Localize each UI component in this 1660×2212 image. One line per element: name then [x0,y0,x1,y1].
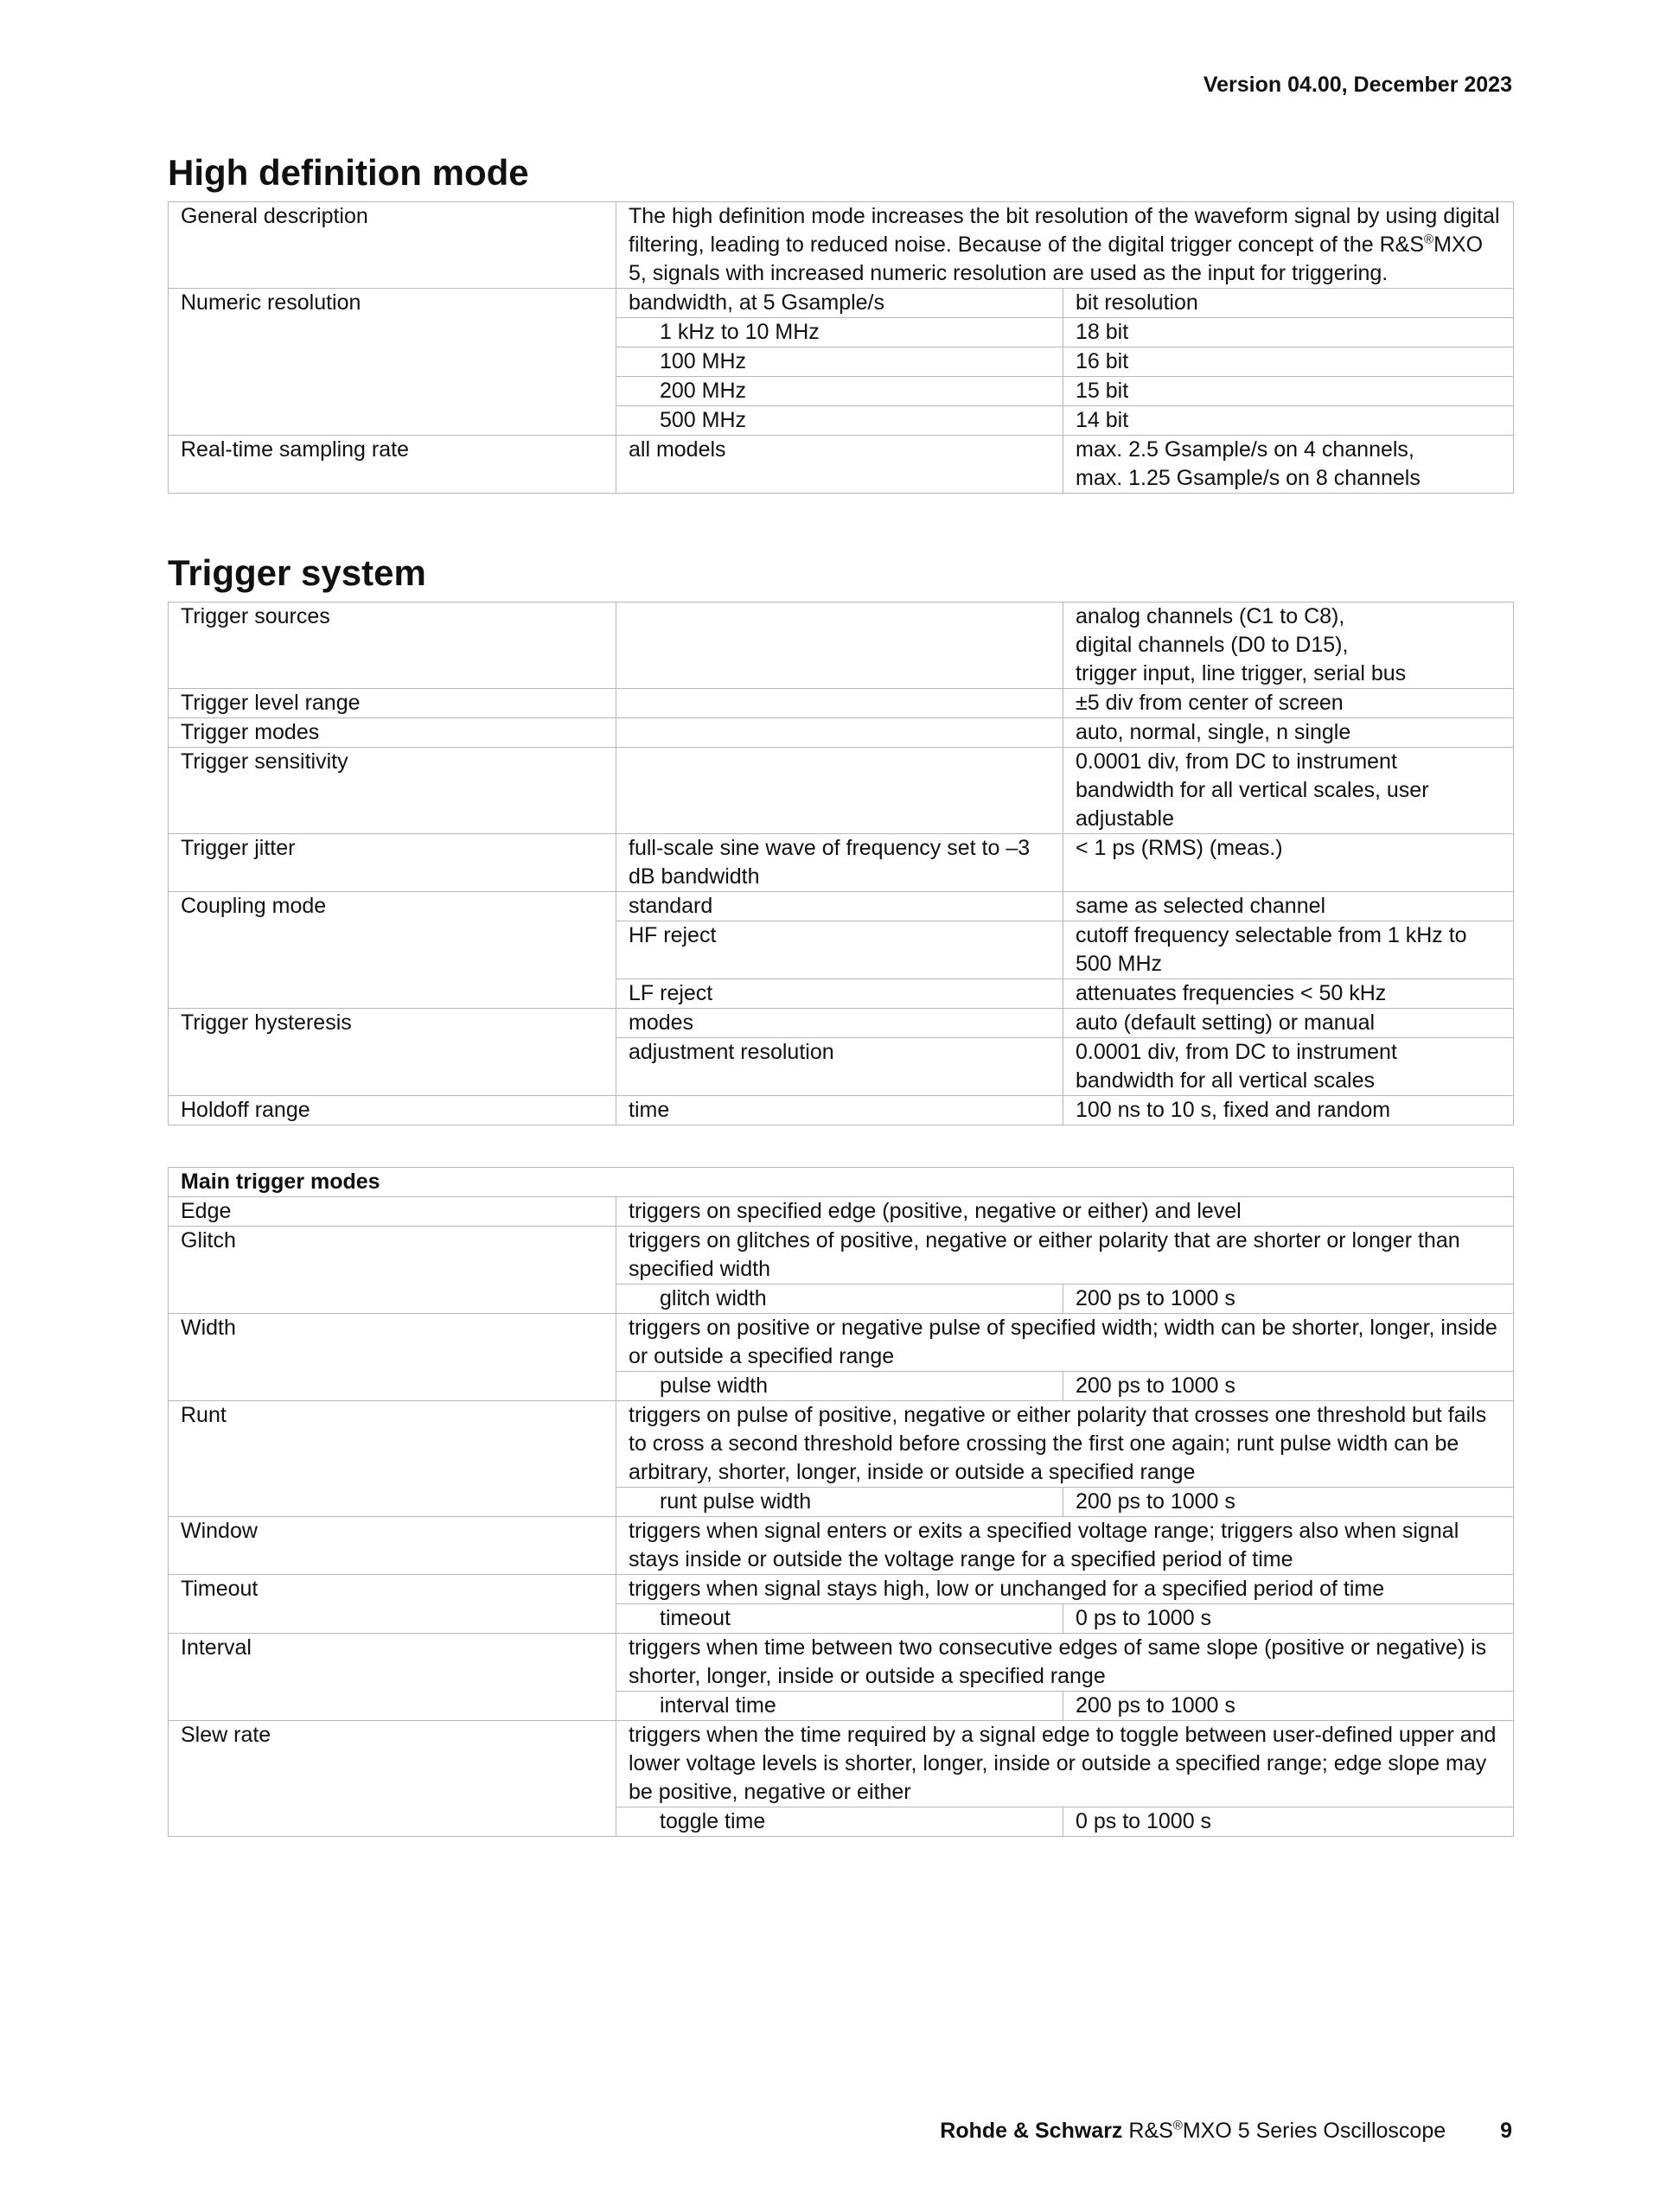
table-heading: Main trigger modes [169,1168,1514,1197]
description-cell: triggers on pulse of positive, negative or either polarity that crosses one threshold but fails to cross a second threshold before crossing the first one again; runt pulse width can be arbitrary, shorter, longer, inside or outside a specified range [616,1401,1514,1488]
condition-cell: timeout [616,1604,1063,1634]
value-cell: 14 bit [1063,406,1514,436]
condition-cell: standard [616,892,1063,921]
table-row [169,202,1514,289]
table-row [169,1227,1514,1284]
value-cell: auto, normal, single, n single [1063,718,1514,748]
condition-cell: runt pulse width [616,1488,1063,1517]
condition-cell: LF reject [616,979,1063,1009]
condition-cell: toggle time [616,1807,1063,1837]
condition-cell: interval time [616,1692,1063,1721]
row-label: Runt [169,1401,616,1517]
page-footer [940,2119,1512,2144]
high-definition-table [168,201,1514,494]
condition-cell: bandwidth, at 5 Gsample/s [616,289,1063,318]
page-number: 9 [1500,2119,1512,2143]
condition-cell: 100 MHz [616,347,1063,377]
table-row [169,1009,1514,1038]
value-cell: < 1 ps (RMS) (meas.) [1063,834,1514,892]
value-cell: 200 ps to 1000 s [1063,1284,1514,1314]
value-cell: 16 bit [1063,347,1514,377]
table-row [169,1517,1514,1575]
row-label: Interval [169,1634,616,1721]
condition-cell: full-scale sine wave of frequency set to –3 dB bandwidth [616,834,1063,892]
section-title-trigger-system: Trigger system [168,552,426,593]
table-row [169,436,1514,494]
condition-cell: 500 MHz [616,406,1063,436]
table-row [169,834,1514,892]
description-cell: triggers when signal enters or exits a specified voltage range; triggers also when signal stays inside or outside the voltage range for a specified period of time [616,1517,1514,1575]
footer-brand: Rohde & Schwarz [940,2119,1123,2143]
table-row [169,1401,1514,1488]
condition-cell [616,748,1063,834]
table-row [169,748,1514,834]
value-cell: same as selected channel [1063,892,1514,921]
trigger-system-table [168,602,1514,1125]
table-row [169,1096,1514,1125]
table-row [169,718,1514,748]
value-cell: 18 bit [1063,318,1514,347]
condition-cell: time [616,1096,1063,1125]
main-trigger-modes-table [168,1167,1514,1837]
table-row [169,1634,1514,1692]
value-cell: 0.0001 div, from DC to instrument bandwidth for all vertical scales [1063,1038,1514,1096]
table-row [169,1721,1514,1807]
condition-cell [616,689,1063,718]
description-cell: triggers on glitches of positive, negative or either polarity that are shorter or longer than specified width [616,1227,1514,1284]
row-label: Trigger jitter [169,834,616,892]
value-cell: 15 bit [1063,377,1514,406]
condition-cell: pulse width [616,1372,1063,1401]
table-row [169,1314,1514,1372]
condition-cell: adjustment resolution [616,1038,1063,1096]
value-cell: 100 ns to 10 s, fixed and random [1063,1096,1514,1125]
row-label: Trigger hysteresis [169,1009,616,1096]
description-cell: triggers when the time required by a signal edge to toggle between user-defined upper and lower voltage levels is shorter, longer, inside or outside a specified range; edge slope may be positive, negative or either [616,1721,1514,1807]
description-cell: triggers when signal stays high, low or unchanged for a specified period of time [616,1575,1514,1604]
condition-cell: glitch width [616,1284,1063,1314]
row-label: Numeric resolution [169,289,616,436]
value-cell: max. 2.5 Gsample/s on 4 channels, max. 1.25 Gsample/s on 8 channels [1063,436,1514,494]
condition-cell [616,718,1063,748]
general-description-text: The high definition mode increases the bit resolution of the waveform signal by using digital filtering, leading to reduced noise. Because of the digital trigger concept of the R&S®MXO 5, signals with increased numeric resolution are used as the input for triggering. [616,202,1514,289]
table-row [169,892,1514,921]
row-label: Holdoff range [169,1096,616,1125]
value-cell: 0 ps to 1000 s [1063,1604,1514,1634]
condition-cell: modes [616,1009,1063,1038]
row-label: Real-time sampling rate [169,436,616,494]
row-label: Glitch [169,1227,616,1314]
table-row [169,689,1514,718]
row-label: Width [169,1314,616,1401]
value-cell: analog channels (C1 to C8), digital channels (D0 to D15), trigger input, line trigger, serial bus [1063,602,1514,689]
value-cell: auto (default setting) or manual [1063,1009,1514,1038]
row-label: Edge [169,1197,616,1227]
row-label: Trigger level range [169,689,616,718]
row-label: Timeout [169,1575,616,1634]
condition-cell: all models [616,436,1063,494]
value-cell: 200 ps to 1000 s [1063,1692,1514,1721]
value-cell: 200 ps to 1000 s [1063,1488,1514,1517]
row-label: Slew rate [169,1721,616,1837]
condition-cell: 1 kHz to 10 MHz [616,318,1063,347]
row-label: General description [169,202,616,289]
value-cell: 200 ps to 1000 s [1063,1372,1514,1401]
value-cell: bit resolution [1063,289,1514,318]
description-cell: triggers when time between two consecutive edges of same slope (positive or negative) is shorter, longer, inside or outside a specified range [616,1634,1514,1692]
table-row [169,1575,1514,1604]
description-cell: triggers on specified edge (positive, negative or either) and level [616,1197,1514,1227]
table-row [169,289,1514,318]
value-cell: ±5 div from center of screen [1063,689,1514,718]
row-label: Trigger sensitivity [169,748,616,834]
description-cell: triggers on positive or negative pulse of specified width; width can be shorter, longer, inside or outside a specified range [616,1314,1514,1372]
table-row [169,1197,1514,1227]
footer-product: R&S®MXO 5 Series Oscilloscope [1128,2118,1446,2143]
condition-cell [616,602,1063,689]
version-label: Version 04.00, December 2023 [1203,73,1512,97]
table-row [169,602,1514,689]
row-label: Trigger sources [169,602,616,689]
row-label: Trigger modes [169,718,616,748]
row-label: Coupling mode [169,892,616,1009]
condition-cell: HF reject [616,921,1063,979]
section-title-high-definition: High definition mode [168,152,529,193]
value-cell: 0 ps to 1000 s [1063,1807,1514,1837]
condition-cell: 200 MHz [616,377,1063,406]
table-row [169,1168,1514,1197]
value-cell: 0.0001 div, from DC to instrument bandwidth for all vertical scales, user adjustable [1063,748,1514,834]
row-label: Window [169,1517,616,1575]
value-cell: attenuates frequencies < 50 kHz [1063,979,1514,1009]
value-cell: cutoff frequency selectable from 1 kHz to 500 MHz [1063,921,1514,979]
